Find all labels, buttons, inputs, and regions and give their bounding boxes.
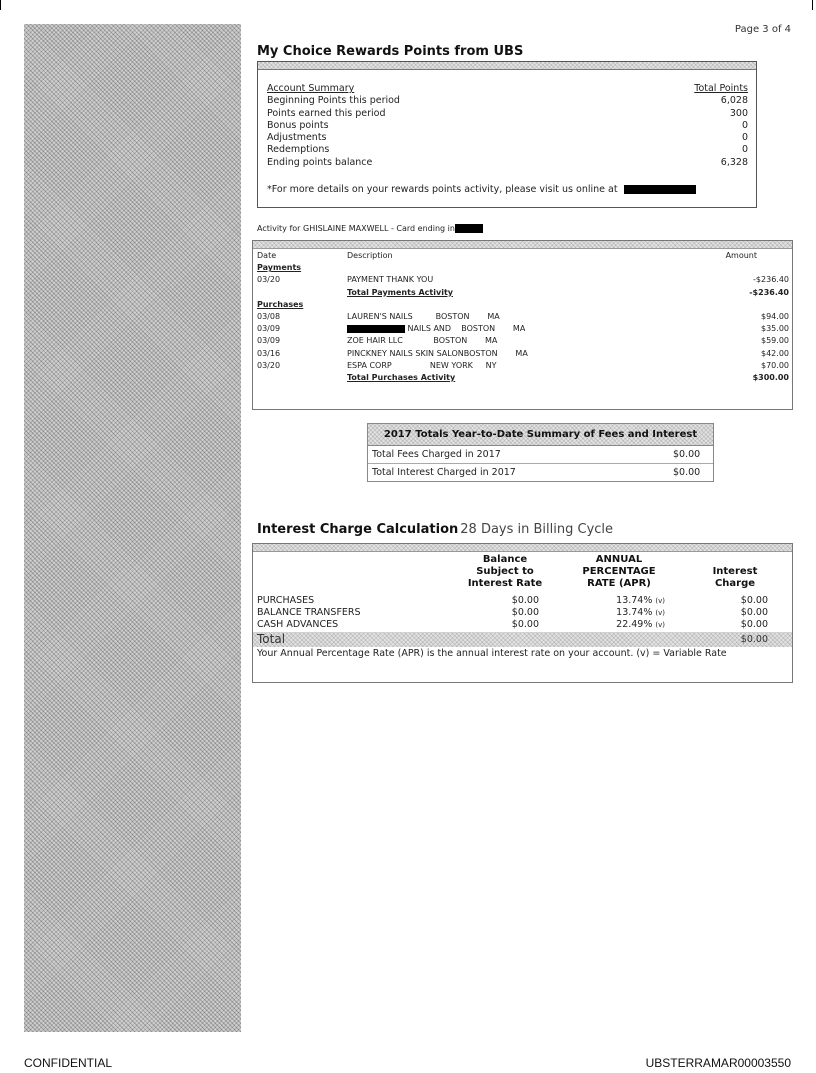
variable-flag: (v)	[655, 621, 665, 629]
rewards-table	[267, 83, 748, 169]
description-header: Description	[347, 251, 393, 260]
activity-table	[257, 250, 789, 384]
interest-row-charge: $0.00	[740, 595, 768, 606]
interest-total-charge: $0.00	[740, 634, 768, 645]
interest-row-apr	[591, 607, 665, 619]
interest-calculation-box	[252, 543, 793, 683]
txn-date: 03/09	[257, 324, 281, 334]
ytd-label: Total Fees Charged in 2017	[372, 449, 501, 460]
total-points-header: Total Points	[694, 83, 748, 94]
txn-date: 03/09	[257, 336, 281, 346]
rewards-label: Ending points balance	[267, 156, 373, 168]
interest-row-apr	[591, 595, 665, 607]
amount-header: Amount	[725, 251, 757, 260]
txn-amount: $94.00	[761, 312, 789, 322]
charge-column-header	[705, 566, 765, 590]
activity-header-bar	[253, 241, 792, 249]
date-header: Date	[257, 251, 277, 260]
txn-amount: $35.00	[761, 324, 789, 334]
interest-row-apr	[591, 619, 665, 631]
rewards-value: 6,028	[720, 95, 748, 107]
interest-row	[257, 619, 791, 631]
apr-header-line: PERCENTAGE	[582, 566, 656, 577]
purchases-total-amount: $300.00	[752, 373, 789, 383]
interest-row-balance: $0.00	[511, 595, 539, 606]
interest-row-charge: $0.00	[740, 607, 768, 618]
balance-header-line: Subject to	[476, 566, 534, 577]
purchases-label: Purchases	[257, 299, 304, 309]
rewards-header-bar	[258, 62, 756, 70]
rewards-row	[267, 120, 748, 132]
interest-row-label: CASH ADVANCES	[257, 619, 339, 630]
sidebar-shading	[24, 24, 241, 1032]
interest-row-balance: $0.00	[511, 607, 539, 618]
rewards-row	[267, 132, 748, 144]
redaction-bar	[624, 185, 696, 194]
txn-amount: $59.00	[761, 336, 789, 346]
purchases-total-label: Total Purchases Activity	[347, 373, 456, 383]
apr-value: 13.74%	[616, 607, 653, 618]
txn-description: ZOE HAIR LLC BOSTON MA	[347, 336, 498, 346]
account-summary-header: Account Summary	[267, 83, 355, 94]
rewards-label: Redemptions	[267, 144, 330, 156]
txn-description-text: NAILS AND BOSTON MA	[405, 324, 526, 334]
table-row	[257, 360, 789, 372]
interest-row-label: PURCHASES	[257, 595, 315, 606]
rewards-row	[267, 157, 748, 169]
rewards-label: Bonus points	[267, 119, 329, 131]
apr-header-line: RATE (APR)	[587, 578, 651, 589]
table-row	[257, 335, 789, 347]
txn-description: PAYMENT THANK YOU	[347, 275, 434, 285]
payments-label: Payments	[257, 263, 302, 273]
interest-total-label: Total	[257, 632, 286, 646]
txn-description: ESPA CORP NEW YORK NY	[347, 360, 497, 370]
bates-number: UBSTERRAMAR00003550	[645, 1056, 791, 1070]
rewards-note-text: *For more details on your rewards points activity, please visit us online at	[267, 184, 618, 195]
page-edge-right	[812, 0, 813, 10]
apr-value: 22.49%	[616, 619, 653, 630]
charge-header-line: Charge	[714, 578, 756, 589]
txn-amount: $42.00	[761, 348, 789, 358]
section-row	[257, 299, 789, 311]
interest-total-row	[253, 632, 792, 647]
balance-header-line: Interest Rate	[467, 578, 543, 589]
rewards-value: 300	[729, 107, 748, 119]
txn-date: 03/20	[257, 275, 281, 285]
rewards-value: 0	[741, 119, 748, 131]
rewards-row	[267, 95, 748, 107]
balance-column-header	[465, 554, 545, 590]
confidential-label: CONFIDENTIAL	[24, 1056, 113, 1070]
txn-date: 03/20	[257, 360, 281, 370]
txn-amount: $70.00	[761, 360, 789, 370]
rewards-label: Beginning Points this period	[267, 95, 400, 107]
table-row	[257, 311, 789, 323]
rewards-row	[267, 144, 748, 156]
interest-row-balance: $0.00	[511, 619, 539, 630]
apr-header-line: ANNUAL	[595, 554, 643, 565]
rewards-note	[267, 184, 696, 195]
empty-cell	[257, 287, 347, 299]
variable-flag: (v)	[655, 597, 665, 605]
interest-title	[257, 522, 613, 537]
txn-date: 03/08	[257, 312, 281, 322]
page-edge-left	[0, 0, 1, 10]
rewards-label: Points earned this period	[267, 107, 386, 119]
activity-box	[252, 240, 793, 410]
apr-value: 13.74%	[616, 595, 653, 606]
balance-header-line: Balance	[482, 554, 528, 565]
total-row	[257, 287, 789, 299]
rewards-label: Adjustments	[267, 132, 327, 144]
apr-note: Your Annual Percentage Rate (APR) is the annual interest rate on your account. (v) = Variable Rate	[257, 648, 727, 659]
total-row	[257, 372, 789, 384]
activity-caption-text: Activity for GHISLAINE MAXWELL - Card ending in	[257, 224, 455, 233]
rewards-value: 0	[741, 144, 748, 156]
rewards-summary-box	[257, 61, 757, 208]
interest-row	[257, 607, 791, 619]
interest-header-bar	[253, 544, 792, 552]
txn-description	[347, 323, 674, 335]
table-row	[257, 323, 789, 335]
billing-cycle-text: 28 Days in Billing Cycle	[460, 522, 614, 537]
apr-column-header	[571, 554, 667, 590]
txn-amount: -$236.40	[753, 275, 789, 285]
activity-header-row	[257, 250, 789, 262]
rewards-header-row	[267, 83, 748, 95]
section-row	[257, 262, 789, 274]
txn-date: 03/16	[257, 348, 281, 358]
table-row	[257, 348, 789, 360]
ytd-label: Total Interest Charged in 2017	[372, 467, 516, 478]
page-number: Page 3 of 4	[734, 24, 791, 35]
rewards-title: My Choice Rewards Points from UBS	[257, 44, 524, 59]
txn-description: PINCKNEY NAILS SKIN SALONBOSTON MA	[347, 348, 528, 358]
empty-cell	[257, 372, 347, 384]
redaction-bar	[455, 224, 483, 233]
ytd-value: $0.00	[673, 467, 701, 478]
variable-flag: (v)	[655, 609, 665, 617]
rewards-row	[267, 108, 748, 120]
payments-total-amount: -$236.40	[749, 287, 789, 297]
rewards-value: 0	[741, 132, 748, 144]
table-row	[257, 274, 789, 286]
activity-caption	[257, 224, 483, 233]
ytd-row	[368, 446, 713, 463]
ytd-summary-box	[367, 423, 714, 482]
interest-row-charge: $0.00	[740, 619, 768, 630]
ytd-title: 2017 Totals Year-to-Date Summary of Fees and Interest	[368, 424, 713, 446]
ytd-value: $0.00	[673, 449, 701, 460]
ytd-row	[368, 463, 713, 480]
interest-title-text: Interest Charge Calculation	[257, 522, 459, 537]
rewards-value: 6,328	[720, 156, 748, 168]
payments-total-label: Total Payments Activity	[347, 287, 453, 297]
interest-row-label: BALANCE TRANSFERS	[257, 607, 361, 618]
interest-row	[257, 595, 791, 607]
txn-description: LAUREN'S NAILS BOSTON MA	[347, 312, 500, 322]
charge-header-line: Interest	[712, 566, 758, 577]
redaction-bar	[347, 325, 405, 333]
